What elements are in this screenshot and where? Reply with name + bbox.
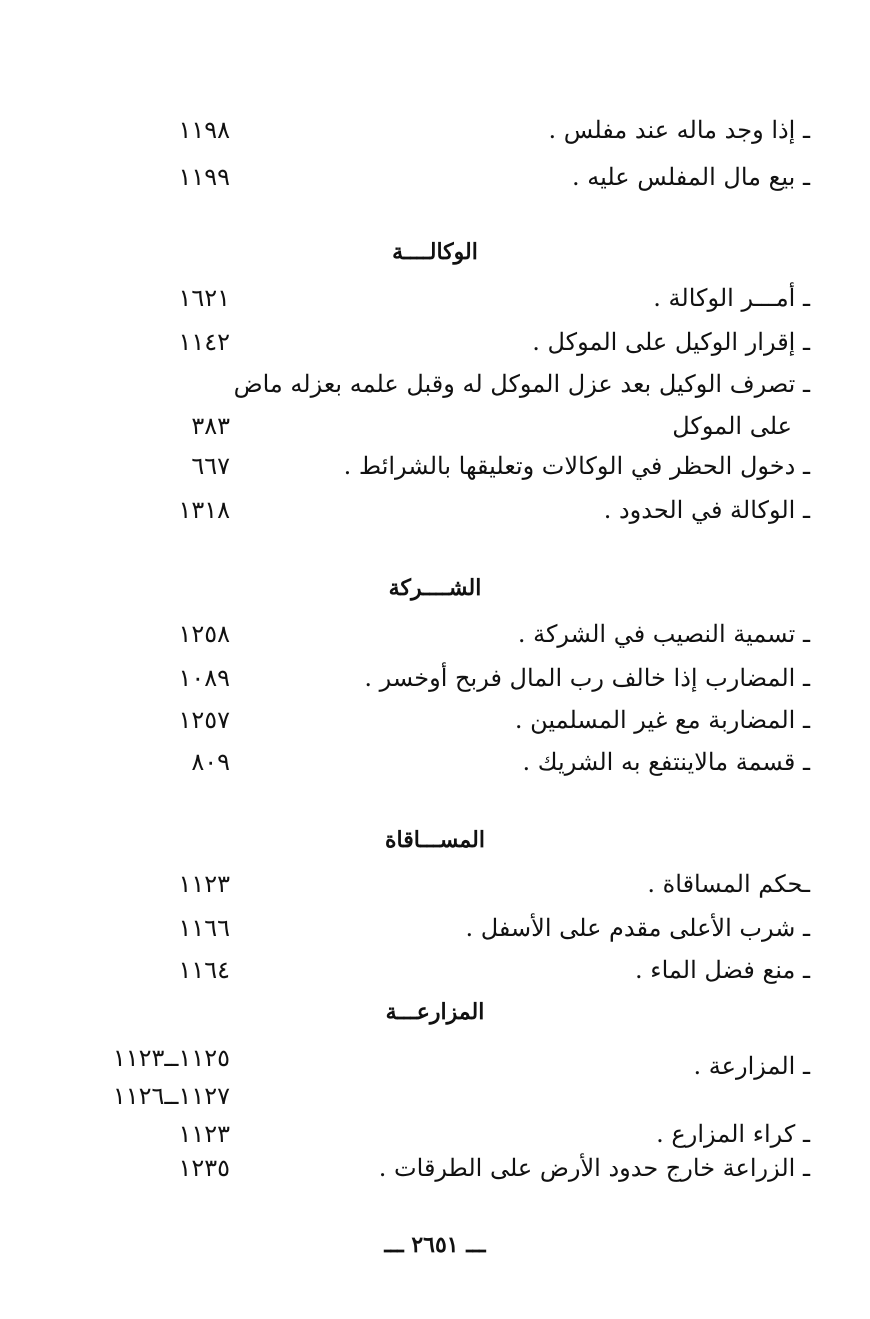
index-entry bbox=[0, 320, 870, 364]
section-heading-wakala: الوكالــــة bbox=[392, 239, 478, 265]
entry-text: ـ كراء المزارع . bbox=[656, 1120, 810, 1148]
entry-text: ـ المضاربة مع غير المسلمين . bbox=[514, 706, 810, 734]
entry-page-number: ١٦٢١ bbox=[178, 284, 230, 312]
section-heading-musaqat: المســـاقاة bbox=[385, 827, 485, 853]
entry-text: ـ إذا وجد ماله عند مفلس . bbox=[548, 116, 810, 144]
entry-text: ـ المضارب إذا خالف رب المال فربح أوخسر . bbox=[364, 664, 810, 692]
entry-text: ـ دخول الحظر في الوكالات وتعليقها بالشرائط . bbox=[343, 452, 810, 480]
section-heading-sharika: الشــــركة bbox=[388, 575, 482, 601]
entry-page-number: ١١٩٨ bbox=[178, 116, 230, 144]
index-entry bbox=[0, 444, 870, 488]
entry-page-number: ١١٦٤ bbox=[178, 956, 230, 984]
entry-text: ـ الزراعة خارج حدود الأرض على الطرقات . bbox=[378, 1154, 810, 1182]
entry-text: ـ الوكالة في الحدود . bbox=[603, 496, 810, 524]
entry-page-number: ١١٦٦ bbox=[178, 914, 230, 942]
entry-text: على الموكل bbox=[672, 412, 792, 440]
index-entry bbox=[0, 948, 870, 992]
entry-text: ـ تسمية النصيب في الشركة . bbox=[517, 620, 810, 648]
index-entry bbox=[0, 108, 870, 152]
entry-page-number: ١١٢٣ bbox=[178, 870, 230, 898]
index-entry bbox=[0, 1146, 870, 1190]
entry-text: ـ شرب الأعلى مقدم على الأسفل . bbox=[465, 914, 810, 942]
index-entry bbox=[0, 698, 870, 742]
entry-page-number: ١٣١٨ bbox=[178, 496, 230, 524]
entry-text: ـ منع فضل الماء . bbox=[635, 956, 810, 984]
entry-page-range: ١١٢٧ــ١١٢٦ bbox=[112, 1082, 230, 1110]
entry-text: ـ المزارعة . bbox=[693, 1052, 810, 1080]
entry-page-number: ١٠٨٩ bbox=[178, 664, 230, 692]
entry-text: ـ أمـــر الوكالة . bbox=[653, 284, 810, 312]
entry-page-number: ١١٤٢ bbox=[178, 328, 230, 356]
entry-text: ـحكم المساقاة . bbox=[647, 870, 810, 898]
page-number-footer: ـــ ٢٦٥١ ـــ bbox=[384, 1232, 486, 1258]
index-entry bbox=[0, 276, 870, 320]
entry-text: ـ تصرف الوكيل بعد عزل الموكل له وقبل علمه بعزله ماض bbox=[233, 370, 810, 398]
index-entry-continuation bbox=[0, 404, 870, 448]
index-entry bbox=[0, 656, 870, 700]
index-entry bbox=[0, 488, 870, 532]
entry-page-number: ١١٢٣ bbox=[178, 1120, 230, 1148]
entry-page-number: ١٢٥٧ bbox=[178, 706, 230, 734]
entry-page-number: ٣٨٣ bbox=[191, 412, 230, 440]
index-entry bbox=[0, 155, 870, 199]
index-entry bbox=[0, 906, 870, 950]
entry-page-number: ٦٦٧ bbox=[191, 452, 230, 480]
entry-page-number: ١٢٣٥ bbox=[178, 1154, 230, 1182]
section-heading-muzaraa: المزارعـــة bbox=[385, 999, 485, 1025]
entry-page-range: ١١٢٥ــ١١٢٣ bbox=[112, 1044, 230, 1072]
index-entry bbox=[0, 740, 870, 784]
entry-text: ـ قسمة مالاينتفع به الشريك . bbox=[522, 748, 810, 776]
index-entry bbox=[0, 362, 870, 406]
index-entry bbox=[0, 862, 870, 906]
index-entry bbox=[0, 612, 870, 656]
entry-page-number: ٨٠٩ bbox=[191, 748, 230, 776]
entry-page-number: ١٢٥٨ bbox=[178, 620, 230, 648]
entry-text: ـ إقرار الوكيل على الموكل . bbox=[532, 328, 810, 356]
entry-text: ـ بيع مال المفلس عليه . bbox=[571, 163, 810, 191]
entry-page-number: ١١٩٩ bbox=[178, 163, 230, 191]
